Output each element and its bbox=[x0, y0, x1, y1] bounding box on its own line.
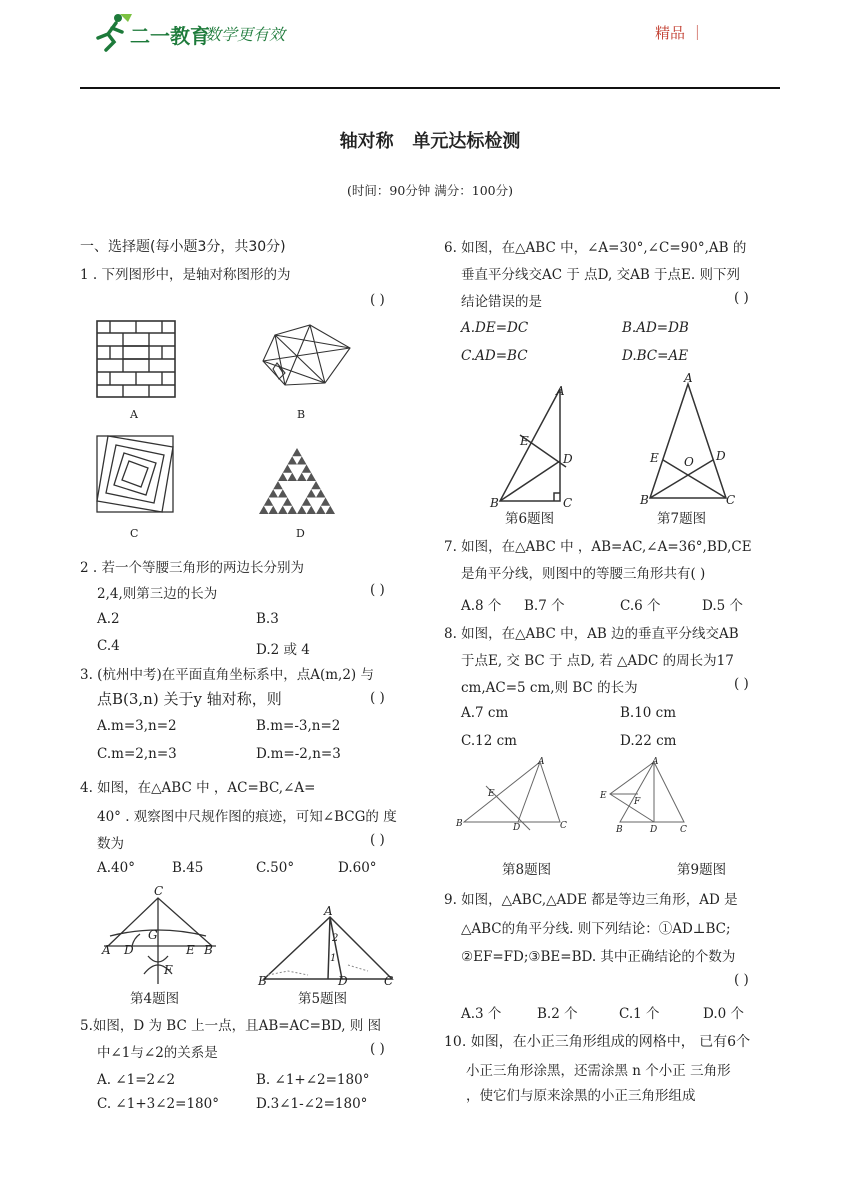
q1-figure-b bbox=[255, 323, 353, 393]
q9-stem: 9. 如图，△ABC,△ADE 都是等边三角形，AD 是 bbox=[444, 892, 738, 908]
svg-text:E: E bbox=[488, 789, 495, 799]
q6-line2: 垂直平分线交AC 于 点D, 交AB 于点E. 则下列 bbox=[461, 267, 740, 283]
q8-answer-paren: ( ) bbox=[734, 676, 749, 692]
q8-option-d: D.22 cm bbox=[620, 733, 677, 749]
q1-figure-a bbox=[96, 320, 176, 398]
svg-text:A: A bbox=[652, 757, 659, 767]
runner-logo-icon bbox=[92, 12, 132, 52]
q9-answer-paren: ( ) bbox=[734, 972, 749, 988]
q5-option-c: C. ∠1+3∠2=180° bbox=[97, 1096, 219, 1112]
brand-name: 二一教育 bbox=[130, 24, 210, 48]
q10-line3: ，使它们与原来涂黑的小正三角形组成 bbox=[466, 1088, 696, 1104]
q6-option-a: A.DE=DC bbox=[461, 320, 529, 336]
figure-q9 bbox=[598, 754, 694, 834]
q8-option-b: B.10 cm bbox=[620, 705, 677, 721]
q3-option-a: A.m=3,n=2 bbox=[97, 718, 177, 734]
header-divider bbox=[80, 87, 780, 89]
figure-q7-caption: 第7题图 bbox=[657, 511, 707, 527]
q2-option-c: C.4 bbox=[97, 638, 120, 654]
q4-option-b: B.45 bbox=[172, 860, 204, 876]
svg-text:A: A bbox=[102, 943, 111, 957]
q9-line2: △ABC的角平分线. 则下列结论：①AD⊥BC; bbox=[461, 921, 731, 937]
svg-text:A: A bbox=[538, 757, 545, 767]
q1-label-a: A bbox=[130, 408, 138, 421]
q9-option-b: B.2 个 bbox=[537, 1006, 578, 1022]
svg-text:O: O bbox=[684, 455, 694, 469]
q6-option-b: B.AD=DB bbox=[622, 320, 689, 336]
q6-option-d: D.BC=AE bbox=[622, 348, 689, 364]
figure-q5 bbox=[258, 904, 398, 988]
svg-text:D: D bbox=[513, 823, 521, 833]
svg-text:A: A bbox=[324, 904, 333, 918]
q5-answer-paren: ( ) bbox=[370, 1041, 385, 1057]
svg-text:D: D bbox=[124, 943, 134, 957]
q9-option-a: A.3 个 bbox=[461, 1006, 502, 1022]
figure-q9-caption: 第9题图 bbox=[677, 862, 727, 878]
q6-line3: 结论错误的是 bbox=[461, 294, 542, 310]
q3-option-c: C.m=2,n=3 bbox=[97, 746, 177, 762]
svg-text:A: A bbox=[556, 384, 565, 398]
svg-text:E: E bbox=[600, 791, 607, 801]
q1-stem: 1 . 下列图形中，是轴对称图形的为 bbox=[80, 267, 291, 283]
svg-text:D: D bbox=[563, 452, 573, 466]
q2-stem: 2 . 若一个等腰三角形的两边长分别为 bbox=[80, 560, 304, 576]
svg-text:F: F bbox=[634, 797, 641, 807]
svg-text:B: B bbox=[456, 819, 463, 829]
svg-text:E: E bbox=[186, 943, 195, 957]
svg-text:D: D bbox=[338, 974, 348, 988]
figure-q4 bbox=[100, 884, 220, 984]
q9-option-c: C.1 个 bbox=[619, 1006, 660, 1022]
q3-line2: 点B(3,n) 关于y 轴对称，则 bbox=[97, 690, 282, 708]
svg-text:B: B bbox=[640, 493, 649, 507]
q1-label-d: D bbox=[296, 527, 305, 540]
q2-line2: 2,4,则第三边的长为 bbox=[97, 586, 218, 602]
q4-option-a: A.40° bbox=[97, 860, 135, 876]
q8-option-c: C.12 cm bbox=[461, 733, 517, 749]
q10-stem: 10. 如图，在小正三角形组成的网格中， 已有6个 bbox=[444, 1034, 751, 1050]
q8-line3: cm,AC=5 cm,则 BC 的长为 bbox=[461, 680, 638, 696]
page-title: 轴对称 单元达标检测 bbox=[339, 131, 521, 152]
q4-option-d: D.60° bbox=[338, 860, 377, 876]
q3-option-b: B.m=-3,n=2 bbox=[256, 718, 341, 734]
q7-option-b: B.7 个 bbox=[524, 598, 565, 614]
figure-q6-caption: 第6题图 bbox=[505, 511, 555, 527]
q9-line3: ②EF=FD;③BE=BD. 其中正确结论的个数为 bbox=[461, 949, 736, 965]
q8-stem: 8. 如图，在△ABC 中，AB 边的垂直平分线交AB bbox=[444, 626, 739, 642]
figure-q7 bbox=[636, 371, 740, 508]
q1-answer-paren: ( ) bbox=[370, 292, 385, 308]
svg-text:C: C bbox=[680, 825, 687, 835]
q4-answer-paren: ( ) bbox=[370, 832, 385, 848]
q7-option-c: C.6 个 bbox=[620, 598, 661, 614]
q9-option-d: D.0 个 bbox=[703, 1006, 745, 1022]
svg-text:C: C bbox=[560, 821, 567, 831]
svg-text:1: 1 bbox=[330, 953, 337, 964]
section-heading: 一、选择题(每小题3分，共30分) bbox=[80, 239, 286, 255]
svg-text:C: C bbox=[154, 884, 164, 898]
q7-option-d: D.5 个 bbox=[702, 598, 744, 614]
q1-label-b: B bbox=[297, 408, 306, 421]
q7-line2: 是角平分线，则图中的等腰三角形共有( ) bbox=[461, 566, 706, 582]
q5-line2: 中∠1与∠2的关系是 bbox=[97, 1045, 218, 1061]
q2-option-b: B.3 bbox=[256, 611, 279, 627]
q10-line2: 小正三角形涂黑，还需涂黑 n 个小正 三角形 bbox=[466, 1063, 731, 1079]
figure-q4-caption: 第4题图 bbox=[130, 991, 180, 1007]
svg-text:E: E bbox=[650, 451, 659, 465]
q4-line2: 40° . 观察图中尺规作图的痕迹，可知∠BCG的 度 bbox=[97, 809, 397, 825]
q7-stem: 7. 如图，在△ABC 中 ，AB=AC,∠A=36°,BD,CE bbox=[444, 539, 752, 555]
svg-text:D: D bbox=[650, 825, 658, 835]
brand-slogan: 数学更有效 bbox=[205, 25, 286, 44]
svg-text:E: E bbox=[520, 434, 529, 448]
q3-stem: 3. (杭州中考)在平面直角坐标系中，点A(m,2) 与 bbox=[80, 667, 374, 683]
svg-text:C: C bbox=[563, 496, 573, 510]
q6-stem: 6. 如图，在△ABC 中，∠A=30°,∠C=90°,AB 的 bbox=[444, 240, 747, 256]
q8-option-a: A.7 cm bbox=[461, 705, 509, 721]
q6-answer-paren: ( ) bbox=[734, 290, 749, 306]
q2-answer-paren: ( ) bbox=[370, 582, 385, 598]
figure-q8 bbox=[456, 754, 576, 834]
q7-option-a: A.8 个 bbox=[461, 598, 502, 614]
exam-info: (时间：90分钟 满分：100分) bbox=[347, 183, 513, 198]
q3-answer-paren: ( ) bbox=[370, 690, 385, 706]
q2-option-a: A.2 bbox=[97, 611, 120, 627]
q5-option-a: A. ∠1=2∠2 bbox=[97, 1072, 176, 1088]
figure-q6 bbox=[486, 383, 586, 509]
q4-option-c: C.50° bbox=[256, 860, 295, 876]
premium-tag: 精品 ｜ bbox=[655, 24, 705, 42]
q6-option-c: C.AD=BC bbox=[461, 348, 528, 364]
q5-option-b: B. ∠1+∠2=180° bbox=[256, 1072, 370, 1088]
figure-q5-caption: 第5题图 bbox=[298, 991, 348, 1007]
q3-option-d: D.m=-2,n=3 bbox=[256, 746, 341, 762]
svg-text:D: D bbox=[716, 449, 726, 463]
svg-text:B: B bbox=[258, 974, 267, 988]
q1-label-c: C bbox=[130, 527, 139, 540]
svg-text:F: F bbox=[164, 963, 173, 977]
svg-text:B: B bbox=[490, 496, 499, 510]
svg-text:2: 2 bbox=[332, 933, 339, 944]
q5-stem: 5.如图，D 为 BC 上一点，且AB=AC=BD, 则 图 bbox=[80, 1018, 382, 1034]
q2-option-d: D.2 或 4 bbox=[256, 642, 310, 658]
svg-text:G: G bbox=[148, 928, 158, 942]
svg-text:C: C bbox=[726, 493, 736, 507]
svg-text:B: B bbox=[204, 943, 213, 957]
q4-line3: 数为 bbox=[97, 836, 124, 852]
q5-option-d: D.3∠1-∠2=180° bbox=[256, 1096, 368, 1112]
q8-line2: 于点E, 交 BC 于 点D, 若 △ADC 的周长为17 bbox=[461, 653, 734, 669]
svg-text:A: A bbox=[684, 371, 693, 385]
svg-text:B: B bbox=[616, 825, 623, 835]
figure-q8-caption: 第8题图 bbox=[502, 862, 552, 878]
q4-stem: 4. 如图，在△ABC 中 ，AC=BC,∠A= bbox=[80, 780, 316, 796]
q1-figure-d bbox=[257, 446, 337, 516]
q1-figure-c bbox=[96, 435, 174, 513]
svg-text:C: C bbox=[384, 974, 394, 988]
